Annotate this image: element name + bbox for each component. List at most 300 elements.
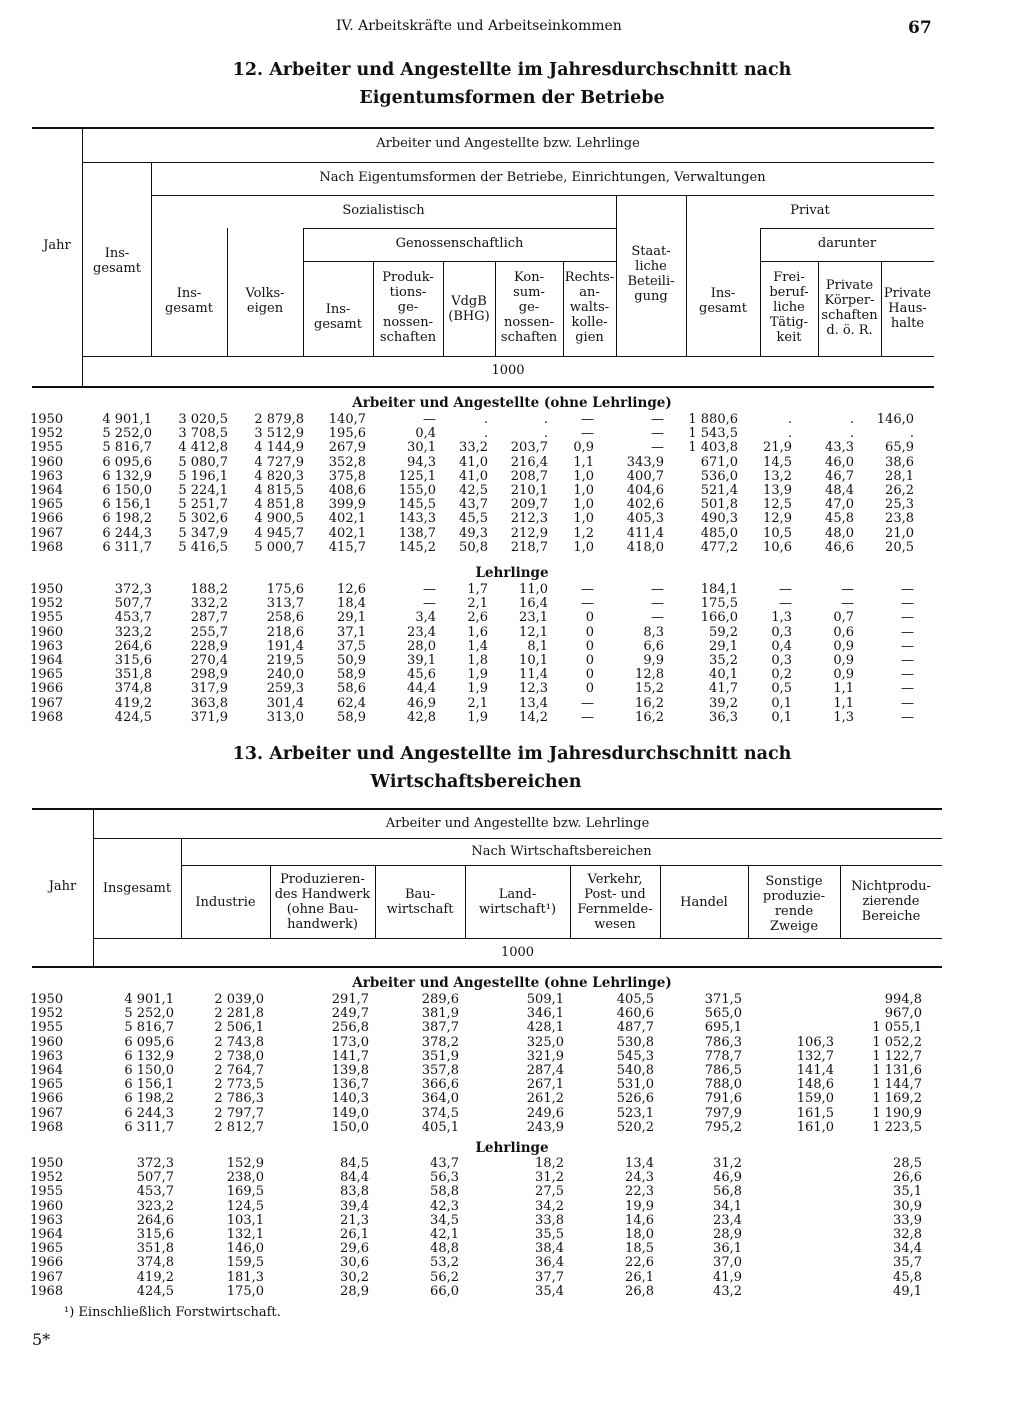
value-cell: 1,4: [467, 639, 488, 654]
value-cell: [742, 1214, 834, 1228]
value-cell: 5 080,7: [178, 455, 228, 470]
value-cell: 45,8: [893, 1270, 922, 1285]
value-cell: 5 347,9: [178, 526, 228, 541]
value-cell: 424,5: [114, 710, 152, 725]
value-cell: 35,5: [535, 1227, 564, 1242]
value-cell: 34,1: [713, 1199, 742, 1214]
value-cell: .: [849, 427, 854, 442]
t12-head-vdgb: VdgB (BHG): [448, 294, 490, 324]
value-cell: 2 738,0: [214, 1049, 264, 1064]
value-cell: 3,4: [415, 611, 436, 626]
value-cell: 58,6: [337, 682, 366, 697]
t12-section-workers: Arbeiter und Angestellte (ohne Lehrlinge): [352, 395, 672, 411]
value-cell: 5 224,1: [178, 483, 228, 498]
value-cell: 141,4: [796, 1063, 834, 1078]
year-cell: 1955: [30, 1185, 64, 1200]
value-cell: 208,7: [510, 469, 548, 484]
value-cell: 43,3: [825, 441, 854, 456]
value-cell: 509,1: [526, 993, 564, 1007]
value-cell: 1,9: [467, 682, 488, 697]
value-cell: 50,8: [459, 540, 488, 555]
value-cell: 1 052,2: [872, 1035, 922, 1050]
value-cell: 175,6: [266, 583, 304, 597]
value-cell: [742, 993, 834, 1007]
value-cell: 788,0: [704, 1078, 742, 1093]
value-cell: 1,1: [833, 696, 854, 711]
value-cell: 46,9: [407, 696, 436, 711]
value-cell: 24,3: [625, 1171, 654, 1186]
value-cell: 415,7: [328, 540, 366, 555]
value-cell: —: [901, 583, 914, 597]
value-cell: 381,9: [421, 1007, 459, 1022]
value-cell: 1,0: [573, 512, 594, 527]
value-cell: 405,5: [616, 993, 654, 1007]
value-cell: 419,2: [136, 1270, 174, 1285]
value-cell: 490,3: [700, 512, 738, 527]
value-cell: 16,2: [635, 710, 664, 725]
t12-head-produktionsgenossenschaften: Produk- tions- ge- nossen- schaften: [379, 270, 437, 345]
value-cell: —: [651, 413, 664, 427]
value-cell: —: [901, 710, 914, 725]
running-header: IV. Arbeitskräfte und Arbeitseinkommen: [336, 18, 622, 34]
value-cell: 132,7: [796, 1049, 834, 1064]
table-row: [30, 1021, 922, 1035]
value-cell: 332,2: [190, 597, 228, 612]
value-cell: 56,2: [430, 1270, 459, 1285]
value-cell: 0,2: [771, 668, 792, 683]
value-cell: 59,2: [709, 625, 738, 640]
value-cell: 218,7: [510, 540, 548, 555]
value-cell: 243,9: [526, 1120, 564, 1135]
year-cell: 1964: [30, 1063, 64, 1078]
t12-head-volkseigen: Volks- eigen: [245, 286, 285, 316]
value-cell: 18,2: [535, 1157, 564, 1171]
value-cell: 16,2: [635, 696, 664, 711]
value-cell: 203,7: [510, 441, 548, 456]
value-cell: [742, 1021, 834, 1035]
value-cell: 15,2: [635, 682, 664, 697]
value-cell: —: [841, 597, 854, 612]
value-cell: 3 020,5: [178, 413, 228, 427]
table-row: [30, 1036, 922, 1050]
value-cell: .: [787, 427, 792, 442]
value-cell: 0,4: [415, 427, 436, 442]
value-cell: 255,7: [190, 625, 228, 640]
value-cell: 41,0: [459, 455, 488, 470]
value-cell: 175,0: [226, 1284, 264, 1299]
value-cell: 540,8: [616, 1063, 654, 1078]
value-cell: 132,1: [226, 1227, 264, 1242]
value-cell: 184,1: [700, 583, 738, 597]
value-cell: 58,8: [430, 1185, 459, 1200]
table-row: [30, 682, 914, 696]
value-cell: 2 879,8: [254, 413, 304, 427]
value-cell: 1,9: [467, 710, 488, 725]
value-cell: 45,8: [825, 512, 854, 527]
value-cell: 0,3: [771, 653, 792, 668]
value-cell: 145,5: [398, 498, 436, 513]
value-cell: 0: [585, 668, 594, 683]
value-cell: 287,4: [526, 1063, 564, 1078]
t13-head-handel: Handel: [680, 895, 728, 910]
value-cell: 46,9: [713, 1171, 742, 1186]
value-cell: 424,5: [136, 1284, 174, 1299]
year-cell: 1955: [30, 441, 64, 456]
t12-head-top: Arbeiter und Angestellte bzw. Lehrlinge: [376, 136, 640, 151]
value-cell: 33,8: [535, 1213, 564, 1228]
value-cell: 1,0: [573, 540, 594, 555]
value-cell: .: [787, 413, 792, 427]
value-cell: 155,0: [398, 483, 436, 498]
table-row: [30, 1007, 922, 1021]
value-cell: 6 244,3: [124, 1106, 174, 1121]
value-cell: 6 095,6: [124, 1035, 174, 1050]
value-cell: 778,7: [704, 1049, 742, 1064]
value-cell: —: [581, 710, 594, 725]
value-cell: 23,4: [713, 1213, 742, 1228]
value-cell: 12,6: [337, 583, 366, 597]
value-cell: 487,7: [616, 1021, 654, 1036]
year-cell: 1960: [30, 625, 64, 640]
t13-rows-workers: [30, 993, 922, 1135]
value-cell: 786,5: [704, 1063, 742, 1078]
year-cell: 1965: [30, 498, 64, 513]
value-cell: 4 727,9: [254, 455, 304, 470]
value-cell: 411,4: [626, 526, 664, 541]
value-cell: 400,7: [626, 469, 664, 484]
year-cell: 1950: [30, 413, 64, 427]
value-cell: 46,7: [825, 469, 854, 484]
t13-section-apprentices: Lehrlinge: [475, 1140, 549, 1156]
value-cell: 0,9: [833, 639, 854, 654]
value-cell: 210,1: [510, 483, 548, 498]
footnote: ¹) Einschließlich Forstwirtschaft.: [64, 1305, 281, 1320]
value-cell: 1 131,6: [872, 1063, 922, 1078]
value-cell: 526,6: [616, 1092, 654, 1107]
value-cell: 1,1: [573, 455, 594, 470]
value-cell: 12,9: [763, 512, 792, 527]
value-cell: 28,9: [340, 1284, 369, 1299]
value-cell: 4 820,3: [254, 469, 304, 484]
value-cell: [742, 1256, 834, 1270]
value-cell: 1 880,6: [688, 413, 738, 427]
value-cell: 501,8: [700, 498, 738, 513]
value-cell: 375,8: [328, 469, 366, 484]
value-cell: 364,0: [421, 1092, 459, 1107]
value-cell: 10,6: [763, 540, 792, 555]
year-cell: 1963: [30, 1049, 64, 1064]
value-cell: .: [849, 413, 854, 427]
value-cell: 16,4: [519, 597, 548, 612]
value-cell: 48,4: [825, 483, 854, 498]
value-cell: 35,7: [893, 1256, 922, 1271]
value-cell: 371,5: [704, 993, 742, 1007]
value-cell: 351,9: [421, 1049, 459, 1064]
value-cell: —: [651, 611, 664, 626]
value-cell: 35,4: [535, 1284, 564, 1299]
value-cell: 1,8: [467, 653, 488, 668]
value-cell: 149,0: [331, 1106, 369, 1121]
value-cell: 1 144,7: [872, 1078, 922, 1093]
value-cell: 1,3: [771, 611, 792, 626]
value-cell: 325,0: [526, 1035, 564, 1050]
year-cell: 1966: [30, 1092, 64, 1107]
t13-rows-apprentices: [30, 1157, 922, 1299]
value-cell: —: [901, 668, 914, 683]
value-cell: —: [651, 597, 664, 612]
value-cell: 13,4: [519, 696, 548, 711]
value-cell: 39,1: [407, 653, 436, 668]
value-cell: 267,9: [328, 441, 366, 456]
page-number: 67: [908, 18, 932, 38]
year-cell: 1955: [30, 1021, 64, 1036]
t12-head-rechtsanwaltskollegien: Rechts- an- walts- kolle- gien: [564, 270, 615, 345]
t13-head-landwirtschaft: Land- wirtschaft¹): [478, 887, 557, 917]
value-cell: 216,4: [510, 455, 548, 470]
value-cell: 12,5: [763, 498, 792, 513]
value-cell: 219,5: [266, 653, 304, 668]
year-cell: 1967: [30, 1106, 64, 1121]
value-cell: 58,9: [337, 710, 366, 725]
value-cell: 0,9: [573, 441, 594, 456]
value-cell: 6 156,1: [124, 1078, 174, 1093]
value-cell: 321,9: [526, 1049, 564, 1064]
value-cell: 372,3: [114, 583, 152, 597]
t13-head-top: Arbeiter und Angestellte bzw. Lehrlinge: [385, 816, 650, 831]
t12-head-genossenschaftlich: Genossenschaftlich: [395, 236, 524, 251]
value-cell: 4 900,5: [254, 512, 304, 527]
year-cell: 1965: [30, 668, 64, 683]
value-cell: 161,5: [796, 1106, 834, 1121]
value-cell: [742, 1228, 834, 1242]
value-cell: 34,5: [430, 1213, 459, 1228]
value-cell: 146,0: [876, 413, 914, 427]
value-cell: 2 281,8: [214, 1007, 264, 1022]
value-cell: 291,7: [331, 993, 369, 1007]
value-cell: 65,9: [885, 441, 914, 456]
value-cell: 695,1: [704, 1021, 742, 1036]
value-cell: 791,6: [704, 1092, 742, 1107]
t13-head-bauwirtschaft: Bau- wirtschaft: [386, 887, 454, 917]
value-cell: 43,7: [459, 498, 488, 513]
value-cell: 0,3: [771, 625, 792, 640]
value-cell: 42,1: [430, 1227, 459, 1242]
value-cell: 1,7: [467, 583, 488, 597]
value-cell: 531,0: [616, 1078, 654, 1093]
value-cell: 323,2: [136, 1199, 174, 1214]
table-row: [30, 654, 914, 668]
table-row: [30, 512, 914, 526]
value-cell: 256,8: [331, 1021, 369, 1036]
value-cell: —: [581, 597, 594, 612]
value-cell: 12,1: [519, 625, 548, 640]
value-cell: 5 251,7: [178, 498, 228, 513]
t12-head-darunter: darunter: [817, 236, 877, 251]
value-cell: 374,8: [136, 1256, 174, 1271]
value-cell: .: [543, 427, 548, 442]
value-cell: 2 764,7: [214, 1063, 264, 1078]
table-row: [30, 1078, 922, 1092]
value-cell: 195,6: [328, 427, 366, 442]
value-cell: 0,4: [771, 639, 792, 654]
table-row: [30, 1107, 922, 1121]
value-cell: 28,5: [893, 1157, 922, 1171]
value-cell: 19,9: [625, 1199, 654, 1214]
value-cell: —: [901, 653, 914, 668]
value-cell: 48,8: [430, 1242, 459, 1257]
value-cell: 520,2: [616, 1120, 654, 1135]
value-cell: 6 244,3: [102, 526, 152, 541]
value-cell: 0: [585, 611, 594, 626]
table-row: [30, 583, 914, 597]
year-cell: 1968: [30, 540, 64, 555]
table-row: [30, 1256, 922, 1270]
value-cell: 315,6: [114, 653, 152, 668]
table12-title-line2: Eigentumsformen der Betriebe: [359, 88, 665, 108]
t12-head-nach-eigentum: Nach Eigentumsformen der Betriebe, Einrichtungen, Verwaltungen: [319, 170, 766, 185]
value-cell: 29,1: [709, 639, 738, 654]
value-cell: 11,0: [519, 583, 548, 597]
value-cell: 2,1: [467, 696, 488, 711]
value-cell: 209,7: [510, 498, 548, 513]
value-cell: 530,8: [616, 1035, 654, 1050]
value-cell: 106,3: [796, 1035, 834, 1050]
value-cell: 301,4: [266, 696, 304, 711]
value-cell: 37,7: [535, 1270, 564, 1285]
value-cell: 6 198,2: [124, 1092, 174, 1107]
value-cell: 4 901,1: [124, 993, 174, 1007]
value-cell: 27,5: [535, 1185, 564, 1200]
value-cell: 42,3: [430, 1199, 459, 1214]
value-cell: 0: [585, 682, 594, 697]
value-cell: 6 132,9: [102, 469, 152, 484]
value-cell: 0,1: [771, 710, 792, 725]
value-cell: 404,6: [626, 483, 664, 498]
value-cell: 10,5: [763, 526, 792, 541]
value-cell: 26,1: [625, 1270, 654, 1285]
value-cell: 31,2: [535, 1171, 564, 1186]
value-cell: 66,0: [430, 1284, 459, 1299]
table-row: [30, 413, 914, 427]
value-cell: —: [779, 597, 792, 612]
value-cell: 317,9: [190, 682, 228, 697]
value-cell: 41,9: [713, 1270, 742, 1285]
value-cell: 287,7: [190, 611, 228, 626]
value-cell: 34,4: [893, 1242, 922, 1257]
value-cell: 103,1: [226, 1213, 264, 1228]
value-cell: 0,5: [771, 682, 792, 697]
table-row: [30, 1185, 922, 1199]
value-cell: 173,0: [331, 1035, 369, 1050]
value-cell: 0: [585, 653, 594, 668]
year-cell: 1965: [30, 1242, 64, 1257]
value-cell: —: [651, 583, 664, 597]
value-cell: 21,9: [763, 441, 792, 456]
value-cell: 5 816,7: [124, 1021, 174, 1036]
value-cell: 26,6: [893, 1171, 922, 1186]
value-cell: 141,7: [331, 1049, 369, 1064]
value-cell: 33,9: [893, 1213, 922, 1228]
value-cell: [742, 1242, 834, 1256]
value-cell: 2 812,7: [214, 1120, 264, 1135]
value-cell: —: [901, 682, 914, 697]
year-cell: 1966: [30, 1256, 64, 1271]
table-row: [30, 456, 914, 470]
value-cell: 38,6: [885, 455, 914, 470]
value-cell: [742, 1007, 834, 1021]
value-cell: 46,6: [825, 540, 854, 555]
value-cell: 39,2: [709, 696, 738, 711]
value-cell: 94,3: [407, 455, 436, 470]
value-cell: 5 302,6: [178, 512, 228, 527]
value-cell: —: [651, 427, 664, 442]
value-cell: 4 144,9: [254, 441, 304, 456]
value-cell: 4 412,8: [178, 441, 228, 456]
value-cell: .: [909, 427, 914, 442]
value-cell: —: [901, 696, 914, 711]
year-cell: 1967: [30, 696, 64, 711]
value-cell: 258,6: [266, 611, 304, 626]
value-cell: 298,9: [190, 668, 228, 683]
value-cell: —: [581, 413, 594, 427]
table-row: [30, 1214, 922, 1228]
value-cell: 53,2: [430, 1256, 459, 1271]
signature-mark: 5*: [32, 1330, 51, 1349]
value-cell: —: [651, 441, 664, 456]
value-cell: 374,5: [421, 1106, 459, 1121]
table-row: [30, 1064, 922, 1078]
table-row: [30, 711, 914, 725]
value-cell: 372,3: [136, 1157, 174, 1171]
value-cell: 30,9: [893, 1199, 922, 1214]
year-cell: 1963: [30, 639, 64, 654]
value-cell: 14,5: [763, 455, 792, 470]
value-cell: 191,4: [266, 639, 304, 654]
value-cell: 148,6: [796, 1078, 834, 1093]
value-cell: 143,3: [398, 512, 436, 527]
value-cell: 212,9: [510, 526, 548, 541]
table-row: [30, 1121, 922, 1135]
value-cell: 270,4: [190, 653, 228, 668]
value-cell: 357,8: [421, 1063, 459, 1078]
value-cell: 20,5: [885, 540, 914, 555]
t12-head-haushalte: Private Haus- halte: [883, 286, 932, 331]
value-cell: 159,5: [226, 1256, 264, 1271]
value-cell: —: [581, 427, 594, 442]
value-cell: 47,0: [825, 498, 854, 513]
t13-head-unit: 1000: [500, 945, 535, 960]
value-cell: 0,9: [833, 668, 854, 683]
value-cell: 507,7: [136, 1171, 174, 1186]
value-cell: 1,1: [833, 682, 854, 697]
value-cell: 28,0: [407, 639, 436, 654]
value-cell: 30,2: [340, 1270, 369, 1285]
value-cell: 315,6: [136, 1227, 174, 1242]
value-cell: 139,8: [331, 1063, 369, 1078]
value-cell: 2 743,8: [214, 1035, 264, 1050]
value-cell: 13,4: [625, 1157, 654, 1171]
value-cell: [742, 1285, 834, 1299]
value-cell: 23,4: [407, 625, 436, 640]
t12-head-gen-insgesamt: Ins- gesamt: [314, 302, 362, 332]
value-cell: 402,1: [328, 526, 366, 541]
value-cell: —: [423, 597, 436, 612]
value-cell: 12,8: [635, 668, 664, 683]
value-cell: 26,1: [340, 1227, 369, 1242]
t12-rows-apprentices: [30, 583, 914, 725]
value-cell: 6,6: [643, 639, 664, 654]
value-cell: —: [581, 696, 594, 711]
